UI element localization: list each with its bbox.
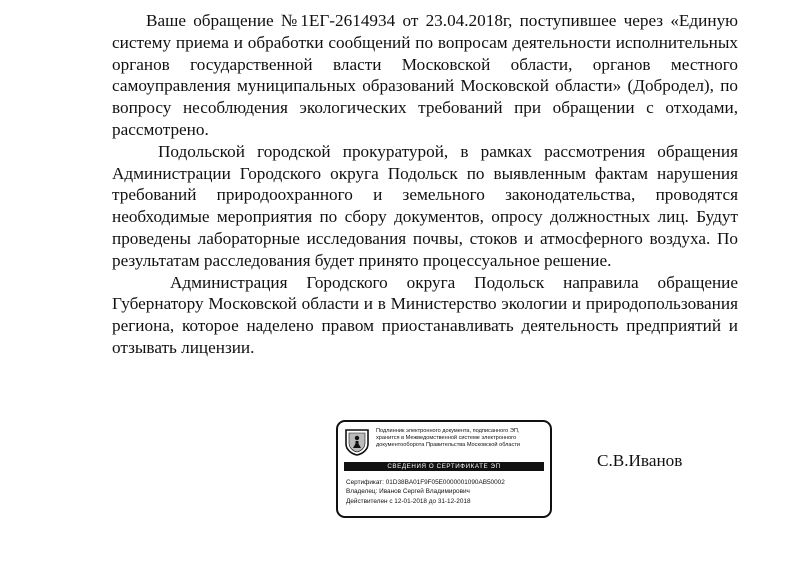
- stamp-header: [376, 428, 548, 449]
- paragraph-appeal-reviewed: Ваше обращение №1ЕГ-2614934 от 23.04.2018г, поступившее через «Единую систему приема и обработки сообщений по вопросам деятельности исполнительных органов государственной власти Московской области, органов местного самоуправления муниципальных образований Московской области» (Добродел), по вопросу несоблюдения экологических требований при обращении с отходами, рассмотрено.: [112, 11, 738, 139]
- paragraph-prosecutor-actions: Подольской городской прокуратурой, в рамках рассмотрения обращения Администрации Городского округа Подольск по выявленным фактам нарушения требований природоохранного и земельного законодательства, проводятся необходимые мероприятия по сбору документов, опросу должностных лиц. Будут проведены лабораторные исследования почвы, стоков и атмосферного воздуха. По результатам расследования будет принято процессуальное решение.: [112, 141, 738, 270]
- paragraph-administration-referral: Администрация Городского округа Подольск направила обращение Губернатору Московской области и в Министерство экологии и природопользования региона, которое наделено правом приостанавливать деятельность предприятий и отзывать лицензии.: [112, 272, 738, 357]
- certificate-validity: Действителен с 12-01-2018 до 31-12-2018: [346, 497, 471, 505]
- certificate-number: Сертификат: 01D38BA01F9F05E0000001090AB50002: [346, 479, 505, 486]
- signer-name: С.В.Иванов: [597, 451, 683, 470]
- electronic-signature-stamp: [336, 420, 552, 518]
- certificate-owner: Владелец: Иванов Сергей Владимирович: [346, 488, 470, 496]
- letter-body: [112, 10, 738, 359]
- stamp-header-line: Подлинник электронного документа, подписанного ЭП,: [376, 428, 520, 434]
- stamp-certificate-title-bar: СВЕДЕНИЯ О СЕРТИФИКАТЕ ЭП: [344, 462, 544, 471]
- moscow-oblast-coat-of-arms-icon: [344, 428, 370, 456]
- stamp-header-line: хранится в Межведомственной системе электронного: [376, 435, 517, 441]
- stamp-header-line: документооборота Правительства Московской области: [376, 442, 521, 448]
- stamp-certificate-details: [346, 478, 546, 506]
